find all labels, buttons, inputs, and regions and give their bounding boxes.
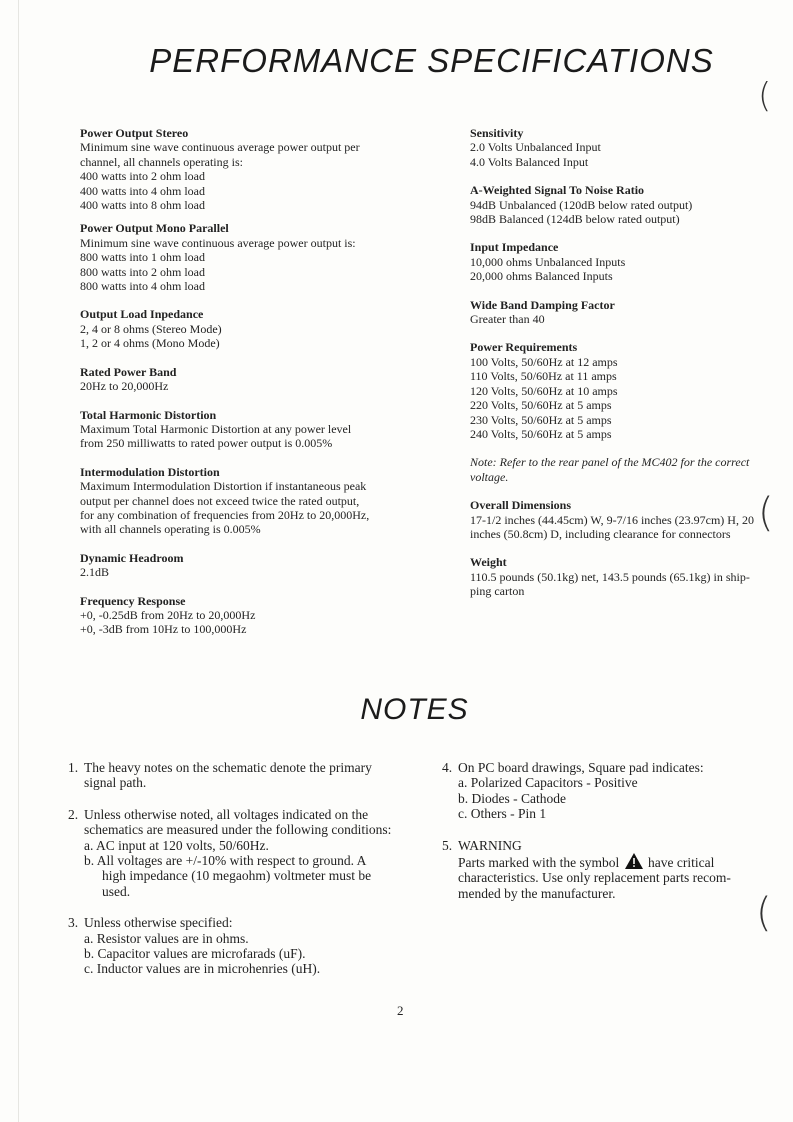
spec-line: 110.5 pounds (50.1kg) net, 143.5 pounds (65.1kg) in ship- bbox=[470, 569, 750, 584]
spec-line: output per channel does not exceed twice the rated output, bbox=[80, 493, 360, 508]
notes-title: NOTES bbox=[360, 693, 469, 726]
spec-block bbox=[470, 183, 760, 226]
spec-line: channel, all channels operating is: bbox=[80, 154, 243, 169]
note-item bbox=[68, 807, 398, 899]
warning-text-after: have critical bbox=[647, 855, 715, 871]
spec-line: 20Hz to 20,000Hz bbox=[80, 379, 169, 394]
spec-line: Minimum sine wave continuous average power output is: bbox=[80, 235, 356, 250]
warning-triangle-icon bbox=[625, 853, 643, 869]
spec-line: 400 watts into 2 ohm load bbox=[80, 169, 205, 184]
binder-mark-middle: ( bbox=[758, 490, 774, 536]
note-text: On PC board drawings, Square pad indicates: bbox=[458, 760, 704, 775]
note-number: 2. bbox=[68, 806, 79, 822]
spec-line: 120 Volts, 50/60Hz at 10 amps bbox=[470, 383, 618, 398]
note-text: Unless otherwise specified: bbox=[84, 915, 233, 931]
note-item bbox=[68, 760, 398, 791]
spec-heading: Total Harmonic Distortion bbox=[80, 407, 217, 422]
warning-text-before: Parts marked with the symbol bbox=[458, 855, 620, 871]
note-number: 3. bbox=[68, 915, 79, 931]
warning-line bbox=[458, 853, 742, 870]
specs-right-column bbox=[470, 112, 760, 599]
spec-heading: Power Output Stereo bbox=[80, 126, 189, 140]
spec-block bbox=[80, 365, 420, 394]
spec-line: Maximum Total Harmonic Distortion at any power level bbox=[80, 421, 352, 436]
spec-line: 98dB Balanced (124dB below rated output) bbox=[470, 212, 680, 227]
page-number: 2 bbox=[397, 1003, 404, 1018]
spec-line: inches (50.8cm) D, including clearance for connectors bbox=[470, 526, 731, 541]
spec-block bbox=[470, 240, 760, 283]
spec-line: 400 watts into 8 ohm load bbox=[80, 198, 205, 213]
spec-block bbox=[470, 340, 760, 441]
spec-line: 240 Volts, 50/60Hz at 5 amps bbox=[470, 426, 612, 441]
spec-block bbox=[80, 594, 420, 637]
spec-line: 2, 4 or 8 ohms (Stereo Mode) bbox=[80, 321, 222, 336]
spec-line: 800 watts into 4 ohm load bbox=[80, 279, 205, 294]
spec-line: 220 Volts, 50/60Hz at 5 amps bbox=[470, 398, 612, 413]
spec-line: 17-1/2 inches (44.45cm) W, 9-7/16 inches (23.97cm) H, 20 bbox=[470, 512, 754, 527]
spec-line: Minimum sine wave continuous average power output per bbox=[80, 140, 360, 155]
spec-block bbox=[80, 221, 420, 293]
page-edge bbox=[18, 0, 19, 1122]
spec-heading: Power Requirements bbox=[470, 340, 578, 355]
spec-block bbox=[470, 455, 760, 484]
notes-left-column bbox=[68, 760, 398, 977]
spec-block bbox=[80, 126, 420, 212]
spec-heading: Overall Dimensions bbox=[470, 498, 571, 513]
note-text: mended by the manufacturer. bbox=[458, 885, 616, 901]
spec-line: 94dB Unbalanced (120dB below rated output) bbox=[470, 197, 693, 212]
spec-line: 230 Volts, 50/60Hz at 5 amps bbox=[470, 412, 612, 427]
spec-block bbox=[470, 298, 760, 327]
spec-line: 800 watts into 2 ohm load bbox=[80, 264, 205, 279]
spec-line: 4.0 Volts Balanced Input bbox=[470, 154, 589, 169]
spec-heading: Weight bbox=[470, 555, 507, 570]
warning-heading: WARNING bbox=[458, 837, 522, 853]
note-number: 5. bbox=[442, 837, 453, 853]
note-text: characteristics. Use only replacement parts recom- bbox=[458, 870, 731, 886]
note-text: The heavy notes on the schematic denote the primary bbox=[84, 760, 372, 775]
note-item bbox=[442, 760, 742, 822]
spec-line: 400 watts into 4 ohm load bbox=[80, 183, 205, 198]
spec-heading: Rated Power Band bbox=[80, 364, 177, 379]
note-subitem: a. AC input at 120 volts, 50/60Hz. bbox=[84, 837, 269, 853]
page-title: PERFORMANCE SPECIFICATIONS bbox=[149, 42, 714, 79]
note-subitem: b. Capacitor values are microfarads (uF). bbox=[84, 946, 306, 962]
spec-block bbox=[470, 126, 760, 169]
notes-right-column bbox=[442, 760, 742, 901]
spec-line: from 250 milliwatts to rated power output is 0.005% bbox=[80, 436, 333, 451]
note-subitem: a. Resistor values are in ohms. bbox=[84, 930, 249, 946]
spec-heading: Wide Band Damping Factor bbox=[470, 297, 615, 312]
spec-heading: Dynamic Headroom bbox=[80, 550, 184, 565]
spec-line: 800 watts into 1 ohm load bbox=[80, 250, 205, 265]
spec-line: 1, 2 or 4 ohms (Mono Mode) bbox=[80, 336, 220, 351]
note-subitem: b. Diodes - Cathode bbox=[458, 790, 566, 806]
spec-line: +0, -3dB from 10Hz to 100,000Hz bbox=[80, 622, 247, 637]
note-text: signal path. bbox=[84, 775, 147, 791]
note-number: 4. bbox=[442, 760, 453, 775]
note-subitem: c. Inductor values are in microhenries (uH). bbox=[84, 961, 321, 977]
spec-line: ping carton bbox=[470, 584, 525, 599]
spec-heading: Intermodulation Distortion bbox=[80, 464, 220, 479]
spec-note: voltage. bbox=[470, 469, 509, 484]
spec-line: 100 Volts, 50/60Hz at 12 amps bbox=[470, 354, 618, 369]
spec-line: 2.0 Volts Unbalanced Input bbox=[470, 140, 601, 155]
spec-block bbox=[470, 555, 760, 598]
spec-line: Maximum Intermodulation Distortion if instantaneous peak bbox=[80, 479, 367, 494]
spec-line: 10,000 ohms Unbalanced Inputs bbox=[470, 254, 626, 269]
spec-line: for any combination of frequencies from 20Hz to 20,000Hz, bbox=[80, 507, 370, 522]
spec-block bbox=[470, 498, 760, 541]
spec-note: Note: Refer to the rear panel of the MC402 for the correct bbox=[470, 455, 750, 470]
note-item bbox=[68, 915, 398, 977]
spec-heading: Power Output Mono Parallel bbox=[80, 221, 229, 236]
spec-heading: Input Impedance bbox=[470, 240, 559, 255]
binder-mark-bottom: ( bbox=[756, 890, 772, 936]
note-item bbox=[442, 838, 742, 902]
note-number: 1. bbox=[68, 760, 79, 775]
spec-line: Greater than 40 bbox=[470, 312, 545, 327]
spec-heading: A-Weighted Signal To Noise Ratio bbox=[470, 183, 645, 198]
spec-heading: Sensitivity bbox=[470, 126, 524, 140]
note-subitem: b. All voltages are +/-10% with respect to ground. A bbox=[84, 853, 367, 869]
note-subitem: high impedance (10 megaohm) voltmeter must be used. bbox=[102, 868, 372, 899]
spec-line: +0, -0.25dB from 20Hz to 20,000Hz bbox=[80, 607, 256, 622]
spec-heading: Frequency Response bbox=[80, 593, 186, 608]
spec-line: 20,000 ohms Balanced Inputs bbox=[470, 269, 613, 284]
spec-heading: Output Load Inpedance bbox=[80, 307, 204, 322]
spec-block bbox=[80, 307, 420, 350]
spec-line: 2.1dB bbox=[80, 565, 110, 580]
spec-block bbox=[80, 465, 420, 537]
spec-block bbox=[80, 408, 420, 451]
spec-line: 110 Volts, 50/60Hz at 11 amps bbox=[470, 369, 617, 384]
spec-line: with all channels operating is 0.005% bbox=[80, 522, 261, 537]
specs-left-column bbox=[80, 112, 420, 637]
binder-mark-top: ( bbox=[758, 76, 772, 116]
note-subitem: a. Polarized Capacitors - Positive bbox=[458, 775, 638, 791]
note-text: schematics are measured under the following conditions: bbox=[84, 822, 392, 838]
spec-block bbox=[80, 551, 420, 580]
note-subitem: c. Others - Pin 1 bbox=[458, 806, 547, 822]
note-text: Unless otherwise noted, all voltages indicated on the bbox=[84, 806, 369, 822]
